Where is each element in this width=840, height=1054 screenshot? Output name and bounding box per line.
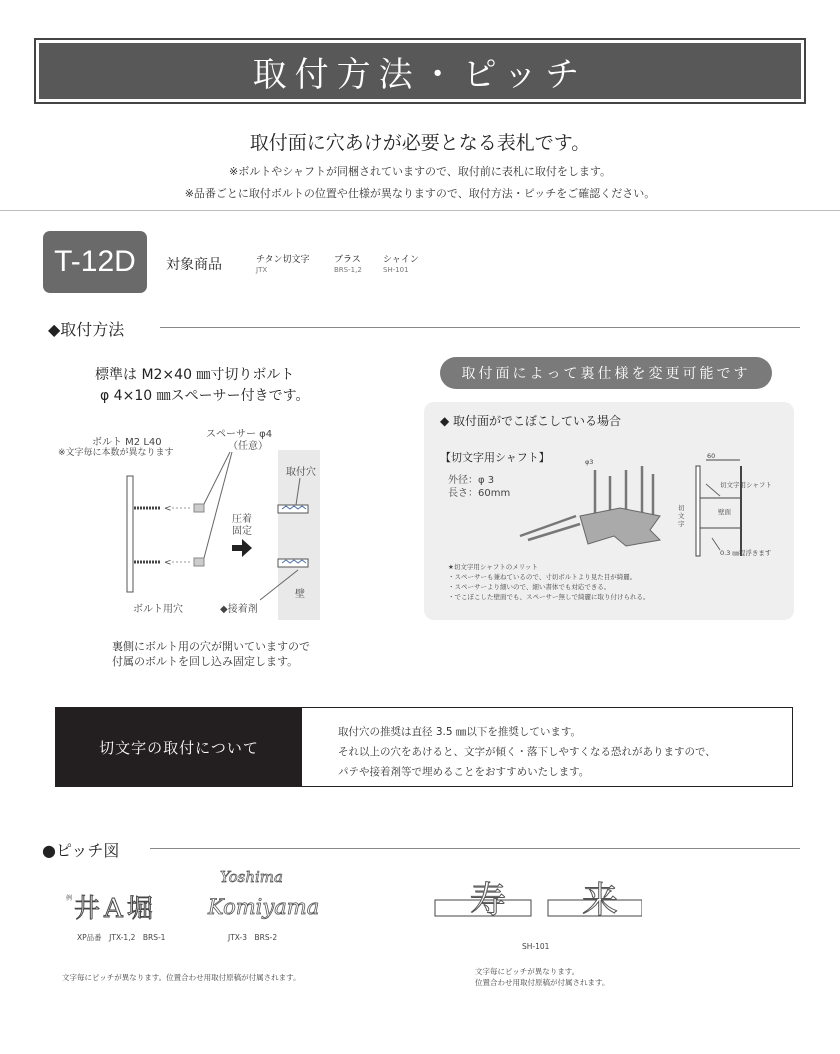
case-title: ◆ 取付面がでこぼこしている場合 bbox=[440, 414, 622, 428]
kirimoji-label: 切文字 bbox=[678, 504, 685, 528]
bolt-note: ※文字毎に本数が異なります bbox=[58, 448, 174, 458]
alt-pill: 取付面によって裏仕様を変更可能です bbox=[440, 357, 772, 389]
heading-rule bbox=[150, 848, 800, 849]
phi-label: φ3 bbox=[585, 458, 594, 466]
product-item: ブラス BRS-1,2 bbox=[334, 255, 362, 274]
shaft-title: 【切文字用シャフト】 bbox=[440, 451, 550, 464]
notice-box bbox=[55, 707, 793, 787]
press-label: 固定 bbox=[232, 526, 252, 537]
standard-text: 標準は M2×40 ㎜寸切りボルト bbox=[95, 367, 295, 383]
sh-char: 来 bbox=[582, 880, 619, 921]
svg-text:<: < bbox=[164, 504, 172, 514]
merit-title: ★切文字用シャフトのメリット bbox=[448, 563, 538, 571]
hole-label: 取付穴 bbox=[286, 467, 316, 478]
pitch-caption: JTX-3 BRS-2 bbox=[228, 933, 278, 942]
pitch-caption: XP品番 JTX-1,2 BRS-1 bbox=[77, 933, 166, 942]
pitch-caption: SH-101 bbox=[522, 942, 550, 951]
script-sample: Yoshima bbox=[220, 868, 283, 886]
example-mark: 例 bbox=[66, 895, 73, 902]
press-label: 圧着 bbox=[232, 514, 252, 525]
shaft-outer: 外径：φ 3 bbox=[448, 475, 495, 486]
bolt-hole-label: ボルト用穴 bbox=[133, 604, 183, 615]
bolt-label: ボルト M2 L40 bbox=[92, 437, 162, 448]
sample-letters: 井A堀 bbox=[74, 894, 157, 924]
product-item: シャイン SH-101 bbox=[383, 255, 419, 274]
header-note: ※ボルトやシャフトが同梱されていますので、取付前に表札に取付をします。 bbox=[229, 165, 611, 178]
product-item: チタン切文字 JTX bbox=[256, 255, 310, 274]
model-badge: T-12D bbox=[43, 231, 147, 293]
shaft-illustration bbox=[510, 464, 680, 554]
wall-face-label: 壁面 bbox=[718, 508, 731, 516]
standard-text: φ 4×10 ㎜スペーサー付きです。 bbox=[100, 388, 310, 404]
heading-rule bbox=[160, 327, 800, 328]
shaft-length: 長さ：60mm bbox=[448, 488, 511, 499]
sh-char: 寿 bbox=[470, 880, 507, 921]
pitch-heading: ●ピッチ図 bbox=[42, 841, 120, 860]
target-label: 対象商品 bbox=[166, 257, 222, 273]
merit-item: ・スペーサーより細いので、細い書体でも対応できる。 bbox=[448, 583, 611, 591]
pitch-note: 文字毎にピッチが異なります。位置合わせ用取付原稿が付属されます。 bbox=[62, 973, 301, 982]
notice-title: 切文字の取付について bbox=[56, 708, 302, 786]
back-note: 付属のボルトを回し込み固定します。 bbox=[112, 655, 299, 668]
back-note: 裏側にボルト用の穴が開いていますので bbox=[112, 640, 310, 653]
adhesive-label: ◆接着剤 bbox=[220, 604, 258, 615]
title-banner bbox=[34, 38, 806, 104]
script-sample: Komiyama bbox=[208, 895, 320, 919]
notice-text: 取付穴の推奨は直径 3.5 ㎜以下を推奨しています。 それ以上の穴をあけると、文字が傾く・落下しやすくなる恐れがありますので、 パテや接着剤等で埋めることをおすすめいたします。 bbox=[338, 726, 716, 778]
spacer-label: スペーサー φ4 bbox=[206, 429, 273, 440]
svg-text:<: < bbox=[164, 558, 172, 568]
merit-item: ・スペーサーも兼ねているので、寸切ボルトより見た目が綺麗。 bbox=[448, 573, 637, 581]
page-title: 取付方法・ピッチ bbox=[39, 43, 801, 99]
spacer-label: （任意） bbox=[228, 441, 268, 452]
pitch-note: 文字毎にピッチが異なります。 bbox=[475, 967, 580, 976]
method-heading: ◆取付方法 bbox=[48, 320, 125, 339]
page-subtitle: 取付面に穴あけが必要となる表札です。 bbox=[249, 132, 591, 154]
wall-label: 壁 bbox=[295, 589, 305, 600]
pitch-note: 位置合わせ用取付原稿が付属されます。 bbox=[475, 978, 610, 987]
header-note: ※品番ごとに取付ボルトの位置や仕様が異なりますので、取付方法・ピッチをご確認ください。 bbox=[184, 187, 656, 200]
divider bbox=[0, 210, 840, 211]
shaft-label: 切文字用シャフト bbox=[720, 481, 772, 489]
float-label: 0.3 ㎜程浮きます bbox=[720, 549, 772, 557]
merit-item: ・でこぼこした壁面でも、スペーサー無しで綺麗に取り付けられる。 bbox=[448, 593, 650, 601]
dim-60: 60 bbox=[707, 452, 716, 460]
